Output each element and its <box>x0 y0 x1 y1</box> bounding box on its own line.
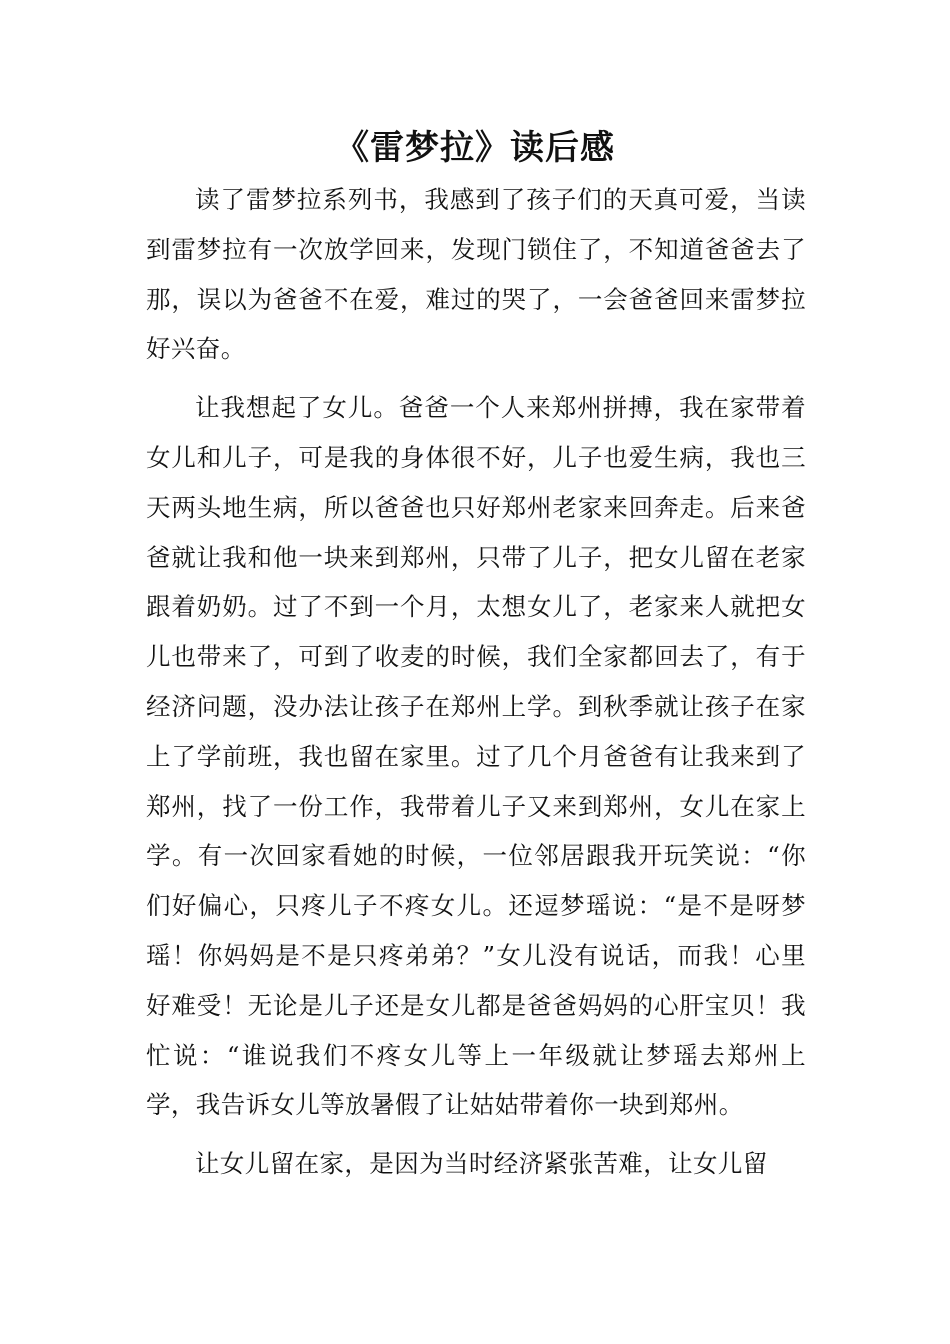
page-title: 《雷梦拉》读后感 <box>335 128 615 168</box>
paragraph-3: 让女儿留在家，是因为当时经济紧张苦难，让女儿留 <box>195 1149 768 1179</box>
paragraph-1: 读了雷梦拉系列书，我感到了孩子们的天真可爱，当读到雷梦拉有一次放学回来，发现门锁住了，不知道爸爸去了那，误以为爸爸不在爱，难过的哭了，一会爸爸回来雷梦拉好兴奋。 <box>146 185 806 364</box>
document-body <box>146 175 806 1198</box>
paragraph-2: 让我想起了女儿。爸爸一个人来郑州拼搏，我在家带着女儿和儿子，可是我的身体很不好，儿子也爱生病，我也三天两头地生病，所以爸爸也只好郑州老家来回奔走。后来爸爸就让我和他一块来到郑州，只带了儿子，把女儿留在老家跟着奶奶。过了不到一个月，太想女儿了，老家来人就把女儿也带来了，可到了收麦的时候，我们全家都回去了，有于经济问题，没办法让孩子在郑州上学。到秋季就让孩子在家上了学前班，我也留在家里。过了几个月爸爸有让我来到了郑州，找了一份工作，我带着儿子又来到郑州，女儿在家上学。有一次回家看她的时候，一位邻居跟我开玩笑说：“你们好偏心，只疼儿子不疼女儿。还逗梦瑶说：“是不是呀梦瑶！你妈妈是不是只疼弟弟？”女儿没有说话，而我！心里好难受！无论是儿子还是女儿都是爸爸妈妈的心肝宝贝！我忙说：“谁说我们不疼女儿等上一年级就让梦瑶去郑州上学，我告诉女儿等放暑假了让姑姑带着你一块到郑州。 <box>146 393 806 1120</box>
